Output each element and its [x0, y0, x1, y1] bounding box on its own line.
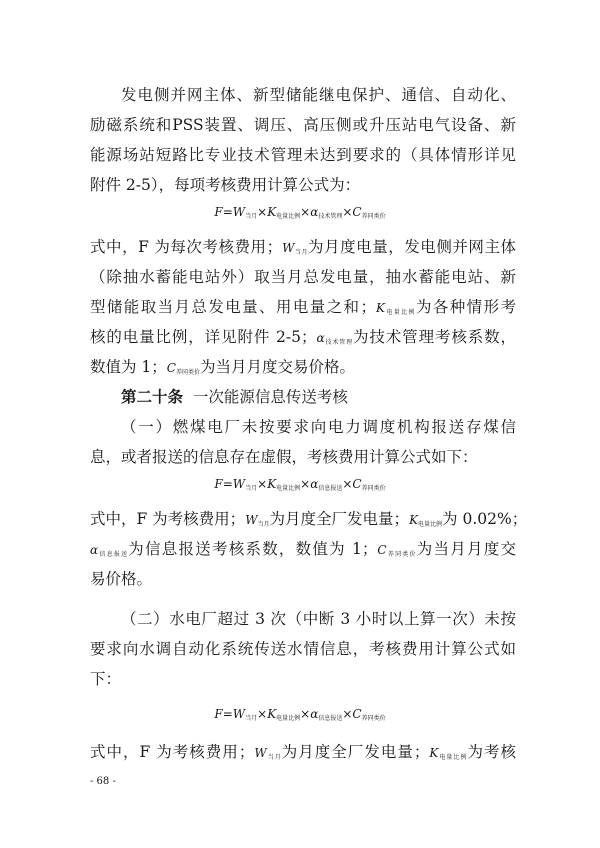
paragraph-line: 数值为 1；$C_{养同类价}$为当月月度交易价格。	[90, 358, 356, 376]
paragraph-line: $\alpha_{信息报送}$为信息报送考核系数，数值为 1；$C_{养同类价}$为当月月度交	[90, 540, 516, 558]
paragraph-line: 励磁系统和PSS装置、调压、高压侧或升压站电气设备、新	[90, 116, 516, 134]
paragraph-line: 核的电量比例，详见附件 2-5；$\alpha_{技术管理}$为技术管理考核系数，	[90, 328, 516, 346]
paragraph-line: 要求向水调自动化系统传送水情信息，考核费用计算公式如	[90, 640, 516, 658]
paragraph-line: 易价格。	[90, 570, 153, 588]
paragraph-line: 发电侧并网主体、新型储能继电保护、通信、自动化、	[121, 86, 516, 104]
paragraph-line: 式中，F 为考核费用；$W_{当月}$为月度全厂发电量；$K_{电量比例}$为考核	[90, 743, 516, 761]
paragraph-line: 式中，F 为每次考核费用；$W_{当月}$为月度电量，发电侧并网主体	[90, 238, 516, 256]
formula-hydro-info: $F=W_{当月}\times K_{电量比例}\times\alpha_{信息报送}\times C_{养同类价}$	[214, 707, 386, 722]
article-title: 一次能源信息传送考核	[192, 388, 348, 406]
paragraph-line: （二）水电厂超过 3 次（中断 3 小时以上算一次）未按	[121, 610, 516, 628]
paragraph-line: 式中，F 为考核费用；$W_{当月}$为月度全厂发电量；$K_{电量比例}$为 0.02%；	[90, 510, 528, 528]
article-number: 第二十条	[121, 387, 184, 406]
paragraph-line: 附件 2-5），每项考核费用计算公式为：	[90, 176, 361, 194]
paragraph-line: 能源场站短路比专业技术管理未达到要求的（具体情形详见	[90, 146, 516, 164]
paragraph-line: 息，或者报送的信息存在虚假，考核费用计算公式如下：	[90, 448, 478, 466]
page-number: - 68 -	[90, 776, 116, 787]
formula-technical-management: $F=W_{当月}\times K_{电量比例}\times\alpha_{技术管理}\times C_{养同类价}$	[214, 205, 386, 220]
paragraph-line: （除抽水蓄能电站外）取当月总发电量，抽水蓄能电站、新	[90, 268, 516, 286]
paragraph-line: 下：	[90, 670, 122, 688]
article-heading	[121, 385, 516, 409]
formula-coal-info: $F=W_{当月}\times K_{电量比例}\times\alpha_{信息报送}\times C_{养同类价}$	[214, 477, 386, 492]
paragraph-line: 型储能取当月总发电量、用电量之和；$K_{电量比例}$为各种情形考	[90, 298, 516, 316]
paragraph-line: （一）燃煤电厂未按要求向电力调度机构报送存煤信	[121, 418, 516, 436]
